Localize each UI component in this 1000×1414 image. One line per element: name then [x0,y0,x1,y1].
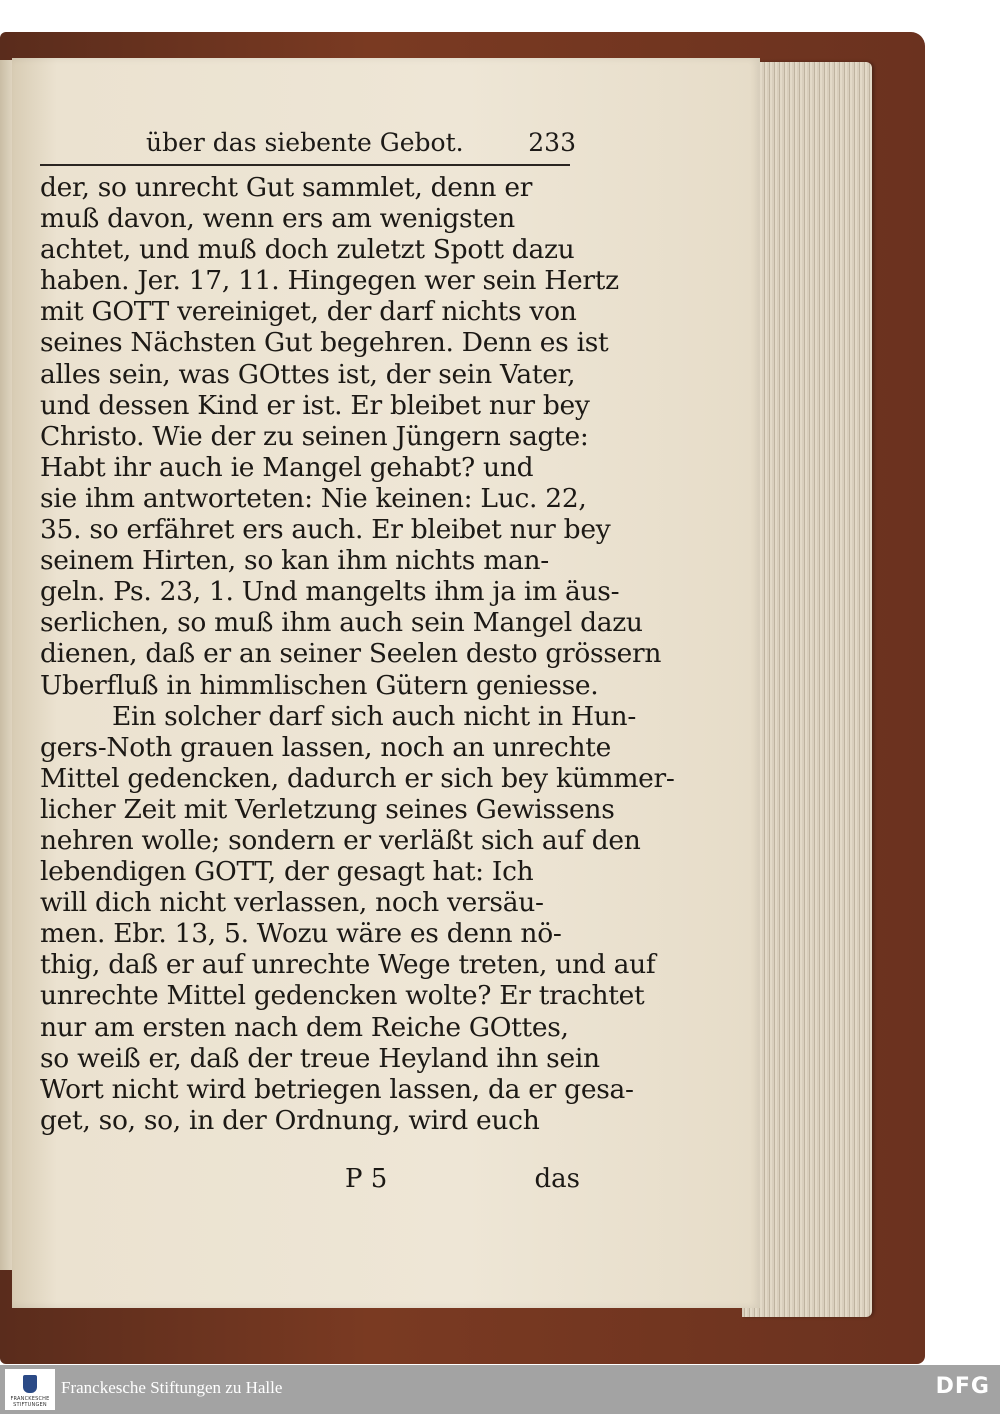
text-line: dienen, daß er an seiner Seelen desto grössern [40,638,662,670]
logo-mark-icon [23,1375,37,1393]
text-line: serlichen, so muß ihm auch sein Mangel dazu [40,607,643,639]
page-footer [40,1164,580,1198]
viewer-footer-bar [0,1365,1000,1414]
text-line: gers-Noth grauen lassen, noch an unrechte [40,731,611,763]
logo-text-line-1: FRANCKESCHE [10,1396,50,1402]
text-line: lebendigen GOTT, der gesagt hat: Ich [40,856,534,888]
page-stack-edge [742,62,872,1317]
text-line: und dessen Kind er ist. Er bleibet nur bey [40,389,590,421]
text-line: mit GOTT vereiniget, der darf nichts von [40,296,577,328]
text-line: geln. Ps. 23, 1. Und mangelts ihm ja im äus- [40,576,620,608]
text-line: alles sein, was GOttes ist, der sein Vater, [40,358,576,390]
text-line: get, so, so, in der Ordnung, wird euch [40,1104,540,1136]
text-line: seinem Hirten, so kan ihm nichts man- [40,545,549,577]
text-line: haben. Jer. 17, 11. Hingegen wer sein Hertz [40,265,619,297]
text-line: will dich nicht verlassen, noch versäu- [40,887,544,919]
text-line: Uberfluß in himmlischen Gütern geniesse. [40,669,599,701]
header-rule [40,164,570,166]
running-header [146,128,576,164]
running-title: über das siebente Gebot. [146,128,464,157]
text-line: seines Nächsten Gut begehren. Denn es ist [40,327,609,359]
signature-mark: P 5 [345,1164,388,1194]
text-line: nur am ersten nach dem Reiche GOttes, [40,1011,569,1043]
text-line: Wort nicht wird betriegen lassen, da er gesa- [40,1073,634,1105]
logo-text-line-2: STIFTUNGEN [13,1402,47,1408]
text-line: Habt ihr auch ie Mangel gehabt? und [40,451,534,483]
text-line: Ein solcher darf sich auch nicht in Hun- [112,700,636,732]
text-line: sie ihm antworteten: Nie keinen: Luc. 22, [40,482,587,514]
text-line: men. Ebr. 13, 5. Wozu wäre es denn nö- [40,918,562,950]
text-line: der, so unrecht Gut sammlet, denn er [40,172,533,203]
catchword: das [534,1164,580,1194]
text-line: achtet, und muß doch zuletzt Spott dazu [40,234,575,266]
institution-logo[interactable] [5,1369,55,1410]
text-line: Mittel gedencken, dadurch er sich bey kümmer- [40,762,675,794]
text-line: licher Zeit mit Verletzung seines Gewissens [40,793,615,825]
page-number: 233 [528,128,576,157]
dfg-logo[interactable]: DFG [935,1374,990,1399]
text-line: unrechte Mittel gedencken wolte? Er trachtet [40,980,645,1012]
text-line: thig, daß er auf unrechte Wege treten, und auf [40,949,656,981]
text-line: nehren wolle; sondern er verläßt sich auf den [40,824,641,856]
body-text [40,172,675,1136]
text-line: 35. so erfähret ers auch. Er bleibet nur bey [40,514,611,546]
institution-name[interactable]: Franckesche Stiftungen zu Halle [61,1378,283,1397]
text-line: so weiß er, daß der treue Heyland ihn sein [40,1042,600,1074]
text-line: Christo. Wie der zu seinen Jüngern sagte: [40,420,589,452]
text-line: muß davon, wenn ers am wenigsten [40,203,515,235]
